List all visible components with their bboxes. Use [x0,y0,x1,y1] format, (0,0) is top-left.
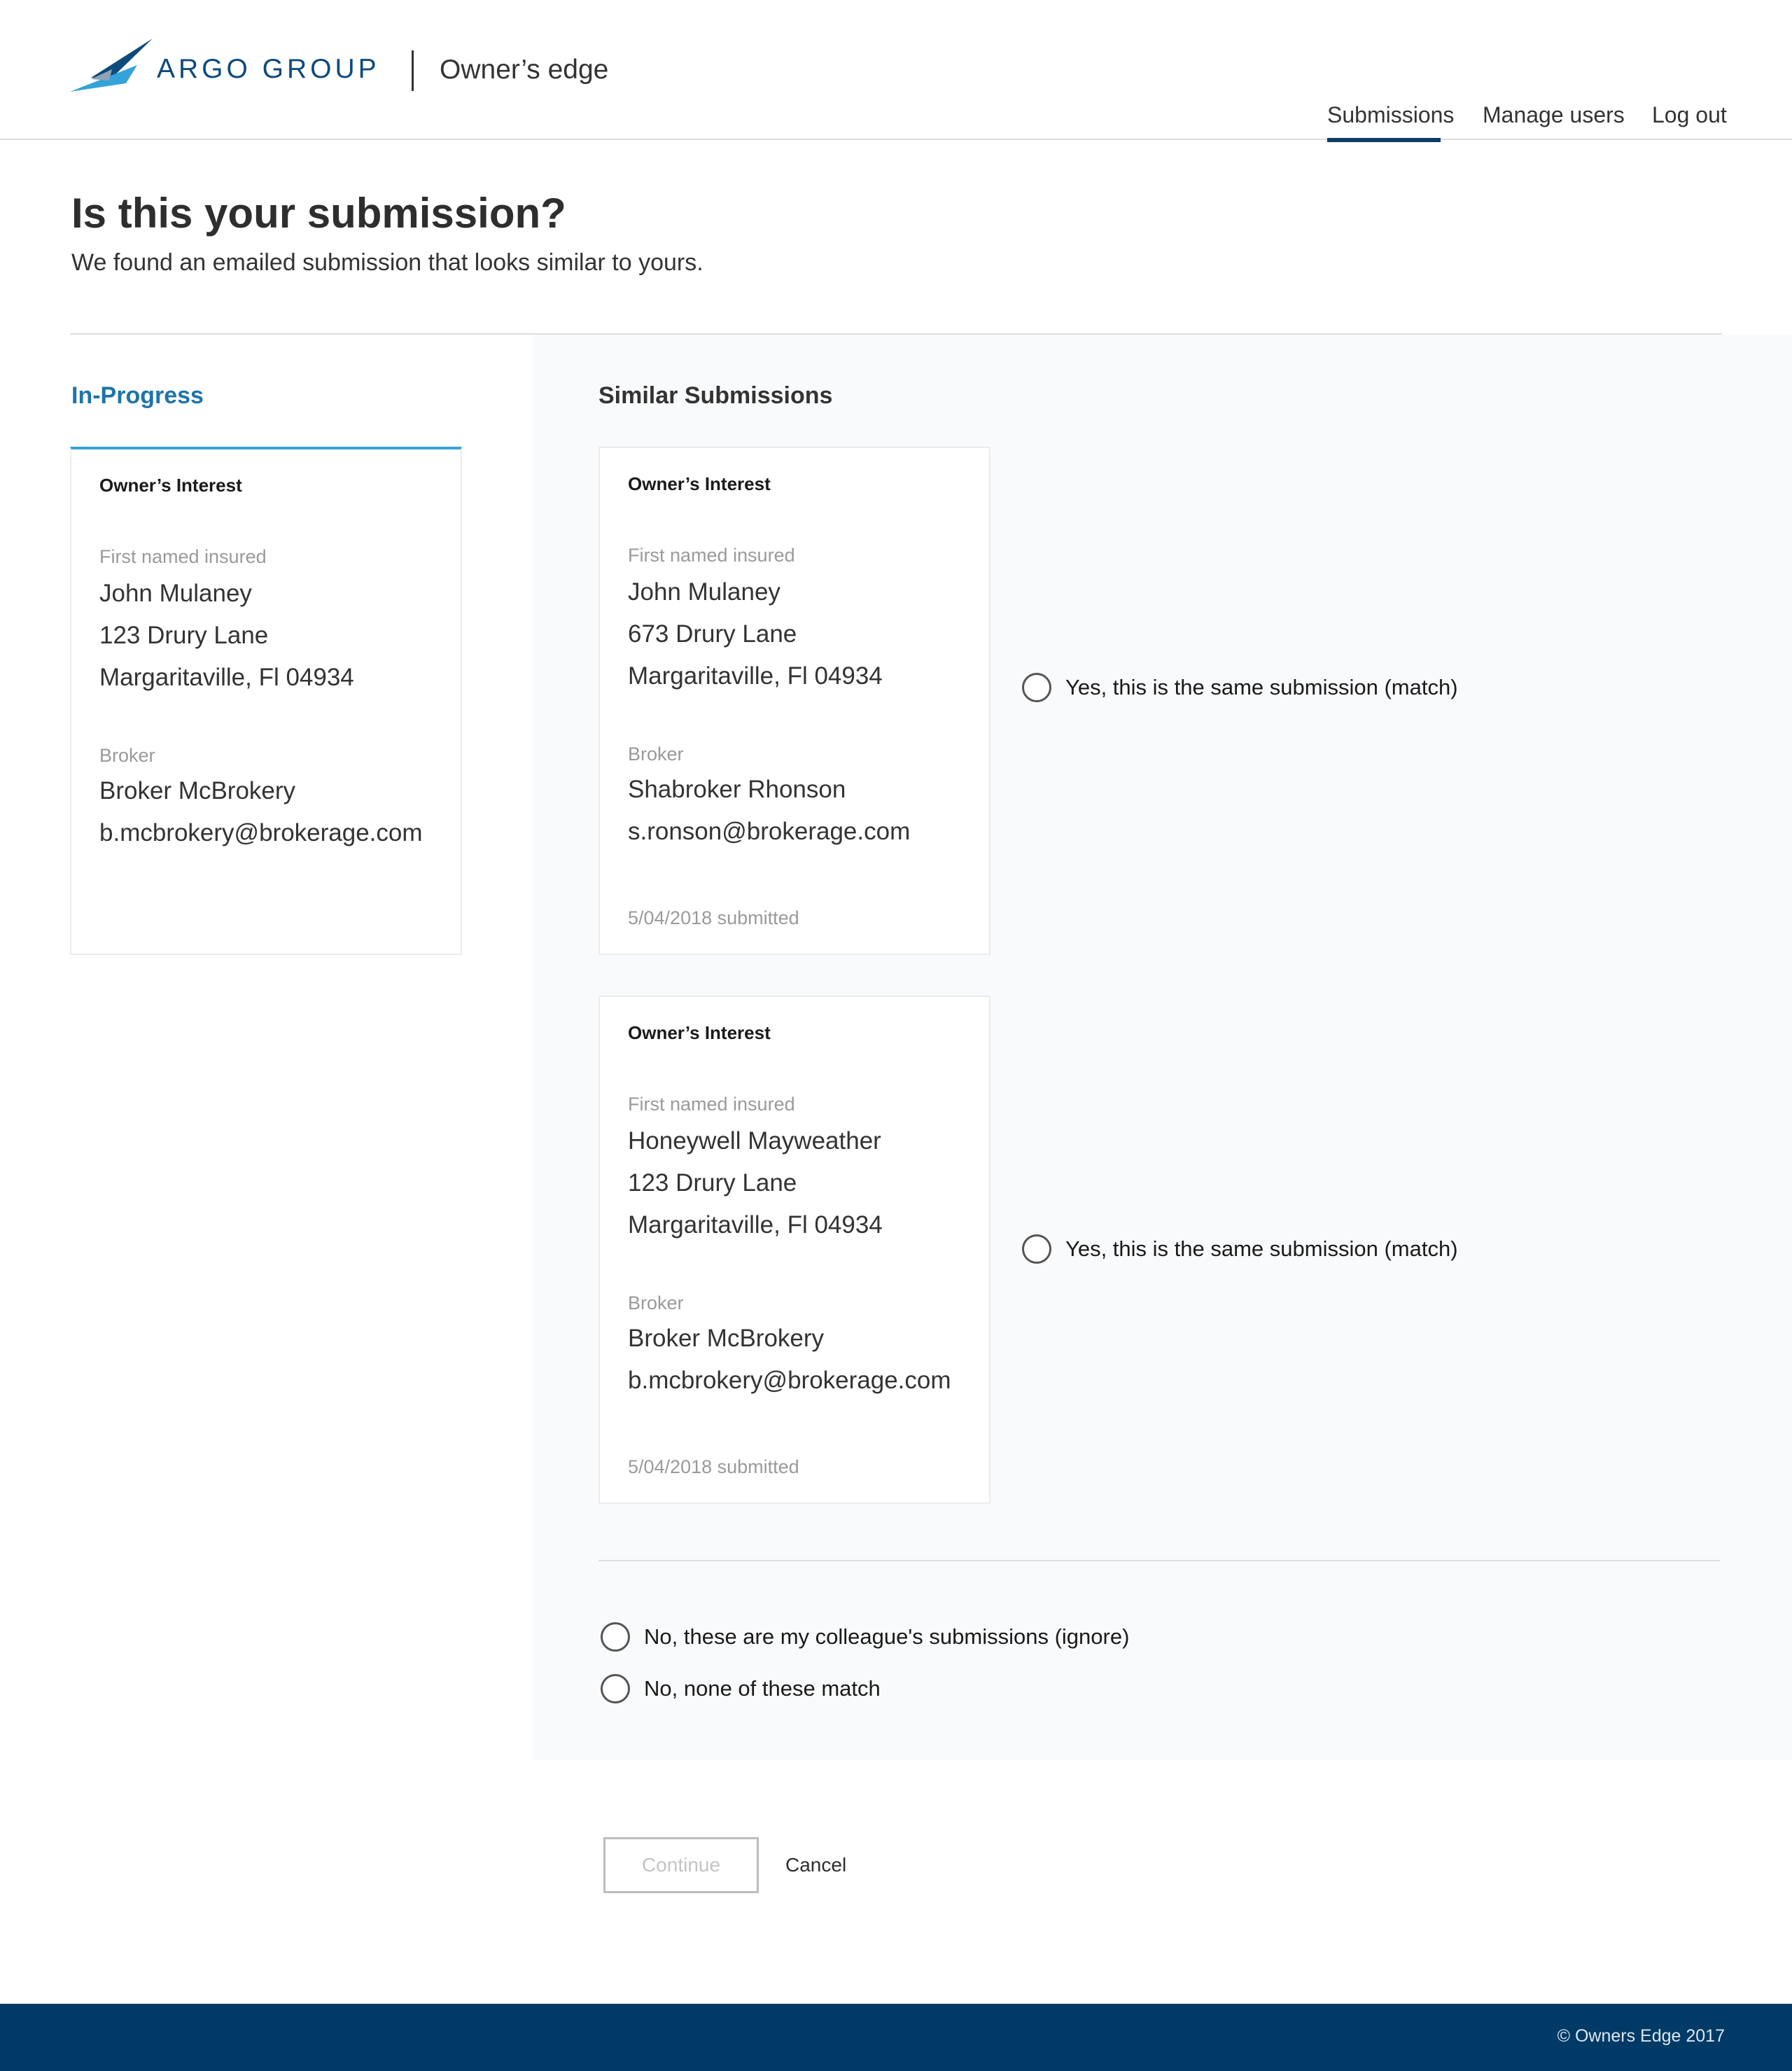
argo-wing-icon [70,39,153,92]
address-line1: 673 Drury Lane [628,620,797,648]
radio-button[interactable] [601,1674,630,1703]
match-radio-option[interactable] [1022,1234,1458,1264]
insured-label: First named insured [99,546,267,567]
broker-label: Broker [628,744,684,765]
address-line2: Margaritaville, Fl 04934 [628,662,883,690]
insured-label: First named insured [628,1094,795,1115]
radio-button[interactable] [601,1622,630,1652]
broker-email: s.ronson@brokerage.com [628,818,911,845]
top-header [0,0,1792,140]
broker-email: b.mcbrokery@brokerage.com [628,1367,951,1394]
match-radio-label: Yes, this is the same submission (match) [1065,675,1458,699]
brand-name: ARGO GROUP [157,54,380,84]
nav-manage-users[interactable]: Manage users [1483,102,1625,127]
similar-submissions-heading: Similar Submissions [598,382,833,409]
similar-submission-card [598,447,990,955]
header-divider [412,50,414,91]
none-match-radio-option[interactable] [601,1674,881,1703]
submitted-date: 5/04/2018 submitted [628,1456,799,1477]
broker-name: Broker McBrokery [628,1325,825,1352]
page-title: Is this your submission? [71,190,566,237]
ignore-radio-option[interactable] [601,1622,1129,1652]
broker-label: Broker [628,1292,684,1313]
nav-log-out[interactable]: Log out [1652,102,1727,127]
card-title: Owner’s Interest [628,1022,771,1043]
nav-submissions[interactable]: Submissions [1327,102,1455,127]
card-title: Owner’s Interest [99,475,242,496]
footer [0,2004,1792,2071]
none-match-radio-label: No, none of these match [644,1676,881,1701]
app-name: Owner’s edge [440,55,609,85]
address-line2: Margaritaville, Fl 04934 [99,664,354,691]
insured-name: John Mulaney [99,580,252,607]
address-line2: Margaritaville, Fl 04934 [628,1211,883,1239]
ignore-radio-label: No, these are my colleague's submissions (ignore) [644,1624,1130,1649]
broker-label: Broker [99,745,155,766]
in-progress-heading: In-Progress [71,382,204,409]
argo-group-logo[interactable] [70,39,385,95]
copyright-text: © Owners Edge 2017 [1557,2026,1725,2046]
continue-button[interactable]: Continue [603,1837,759,1893]
insured-label: First named insured [628,545,795,566]
insured-name: Honeywell Mayweather [628,1127,881,1155]
radio-button[interactable] [1022,1234,1051,1264]
card-title: Owner’s Interest [628,473,771,494]
insured-name: John Mulaney [628,578,780,606]
match-radio-label: Yes, this is the same submission (match) [1065,1236,1458,1261]
broker-email: b.mcbrokery@brokerage.com [99,819,423,846]
address-line1: 123 Drury Lane [99,622,269,649]
broker-name: Shabroker Rhonson [628,776,846,803]
address-line1: 123 Drury Lane [628,1169,797,1197]
cancel-button[interactable]: Cancel [785,1854,847,1876]
options-divider [598,1560,1720,1561]
radio-button[interactable] [1022,673,1051,702]
broker-name: Broker McBrokery [99,777,296,804]
submitted-date: 5/04/2018 submitted [628,907,799,928]
active-nav-indicator [1327,138,1441,142]
page-subtitle: We found an emailed submission that looks similar to yours. [71,249,704,276]
match-radio-option[interactable] [1022,673,1458,702]
similar-submission-card [598,996,990,1504]
in-progress-card [70,447,462,955]
